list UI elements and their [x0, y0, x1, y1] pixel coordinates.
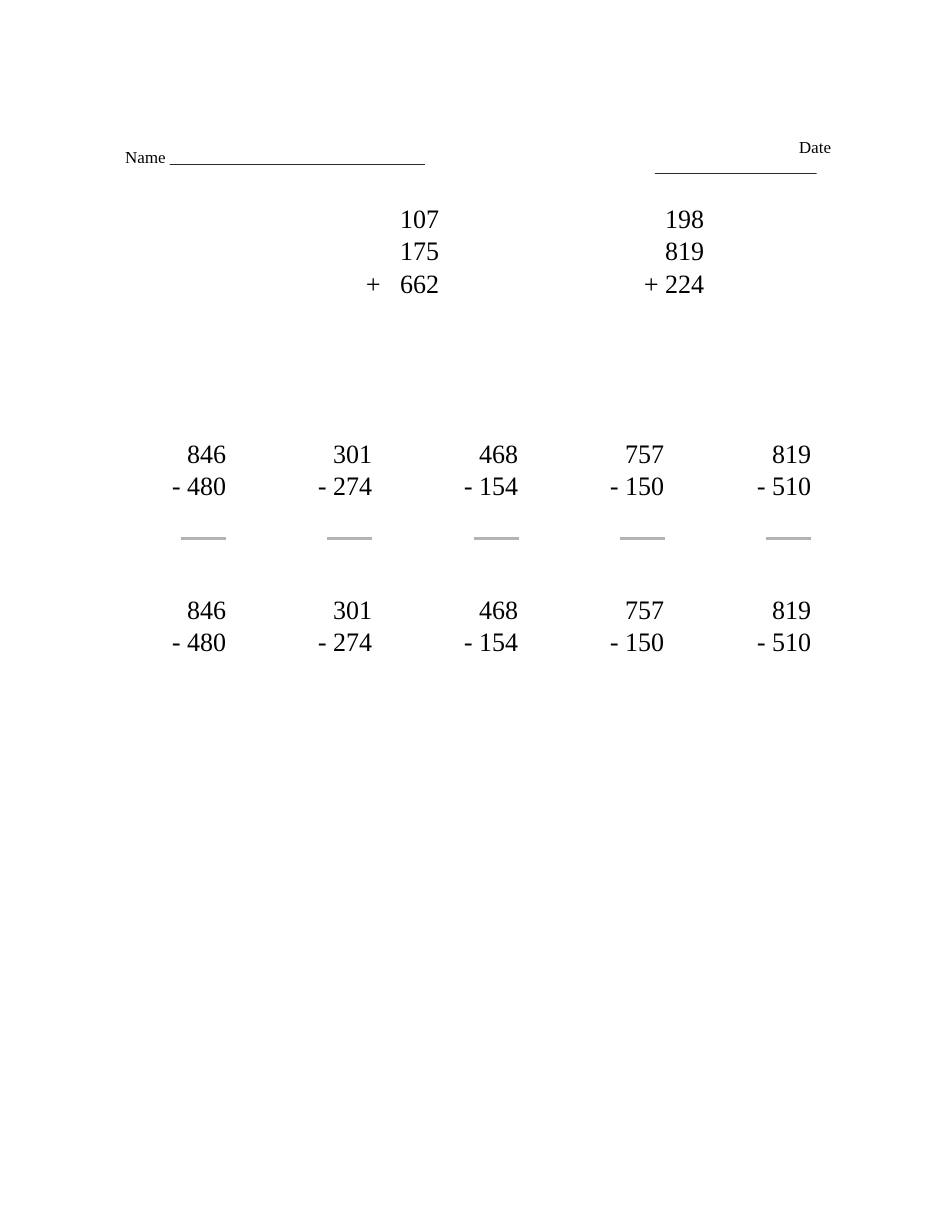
- answer-line: [474, 537, 519, 540]
- answer-line: [181, 537, 226, 540]
- minuend: 757: [625, 596, 664, 625]
- subtrahend: - 480: [171, 628, 226, 657]
- subtrahend: - 510: [756, 472, 811, 501]
- answer-line: [327, 537, 372, 540]
- minuend: 301: [333, 440, 372, 469]
- addend: 198: [665, 205, 704, 234]
- addend: 819: [665, 237, 704, 266]
- addend: 175: [400, 237, 439, 266]
- date-field-line: ___________________: [655, 157, 817, 176]
- subtrahend: - 150: [609, 628, 664, 657]
- subtrahend: - 154: [463, 472, 518, 501]
- addend-with-plus: + 224: [643, 270, 704, 299]
- subtrahend: - 154: [463, 628, 518, 657]
- minuend: 468: [479, 440, 518, 469]
- subtrahend: - 480: [171, 472, 226, 501]
- minuend: 846: [187, 596, 226, 625]
- minuend: 468: [479, 596, 518, 625]
- minuend: 819: [772, 596, 811, 625]
- subtrahend: - 274: [317, 628, 372, 657]
- minuend: 757: [625, 440, 664, 469]
- minuend: 819: [772, 440, 811, 469]
- answer-line: [766, 537, 811, 540]
- addend-with-plus: + 662: [365, 270, 439, 299]
- date-field-label: Date: [798, 138, 831, 157]
- subtrahend: - 150: [609, 472, 664, 501]
- subtrahend: - 510: [756, 628, 811, 657]
- name-field-label: Name ______________________________: [125, 148, 425, 167]
- minuend: 301: [333, 596, 372, 625]
- answer-line: [620, 537, 665, 540]
- addend: 107: [400, 205, 439, 234]
- subtrahend: - 274: [317, 472, 372, 501]
- minuend: 846: [187, 440, 226, 469]
